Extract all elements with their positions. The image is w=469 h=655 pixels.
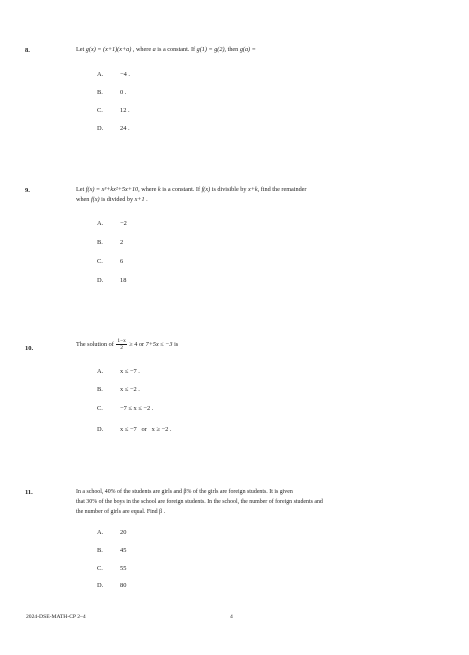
option-d[interactable]: D. 18: [97, 277, 127, 284]
question-text: Let f(x) = x³+kx²+5x+10, where k is a constant. If f(x) is divisible by x+k, find the remainder when f(x) is divided by x+1 .: [76, 186, 307, 203]
question-text: Let g(x) = (x+1)(x+a) , where a is a constant. If g(1) = g(2), then g(a) =: [76, 46, 256, 53]
option-d[interactable]: D. 80: [97, 582, 127, 589]
option-a[interactable]: A. −4 .: [97, 71, 130, 78]
fraction: $\frac{1-x}{2}$: [117, 338, 126, 352]
exam-code: 2024-DSE-MATH-CP 2–4: [26, 614, 86, 620]
option-c[interactable]: C. 6: [97, 258, 124, 265]
option-c[interactable]: C. 12 .: [97, 107, 130, 114]
page-number: 4: [230, 614, 233, 620]
question-text: In a school, 40% of the students are girls and β% of the girls are foreign students. It is given that 30% of the boys in the school are foreign students. In the school, the number of foreign students and the number of girls are equal. Find β .: [76, 489, 323, 515]
option-c[interactable]: C. 55: [97, 565, 127, 572]
option-a[interactable]: A. −2: [97, 220, 127, 227]
option-d[interactable]: D. x ≤ −7 or x ≥ −2 .: [97, 426, 172, 433]
option-b[interactable]: B. 0 .: [97, 89, 127, 96]
question-number: 11.: [25, 489, 33, 496]
option-b[interactable]: B. 45: [97, 547, 127, 554]
question-number: 9.: [25, 187, 30, 194]
question-number: 8.: [25, 47, 30, 54]
question-number: 10.: [25, 345, 34, 352]
option-b[interactable]: B. x ≤ −2 .: [97, 386, 140, 393]
question-text: The solution of $\frac{1-x}{2}$ ≥ 4 or 7+5x ≤ −3 is: [76, 338, 179, 352]
option-c[interactable]: C. −7 ≤ x ≤ −2 .: [97, 405, 154, 412]
option-d[interactable]: D. 24 .: [97, 125, 130, 132]
option-a[interactable]: A. x ≤ −7 .: [97, 368, 140, 375]
option-b[interactable]: B. 2: [97, 239, 124, 246]
option-a[interactable]: A. 20: [97, 529, 127, 536]
